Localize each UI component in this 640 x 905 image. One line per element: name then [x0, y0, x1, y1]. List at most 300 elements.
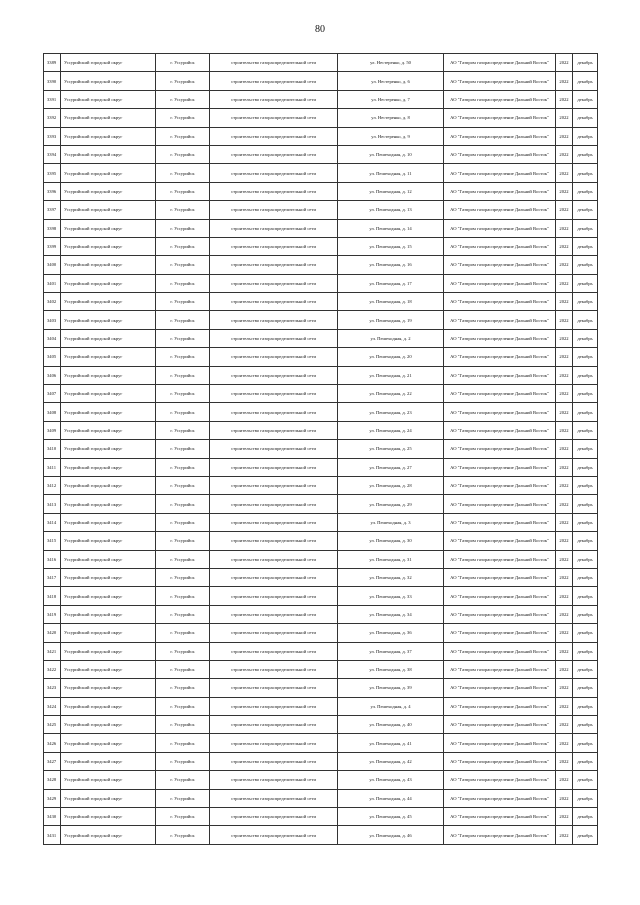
row-district: Уссурийский городской округ	[61, 421, 156, 439]
row-month: декабрь	[573, 716, 598, 734]
row-number: 3411	[44, 458, 61, 476]
row-district: Уссурийский городской округ	[61, 476, 156, 494]
row-district: Уссурийский городской округ	[61, 716, 156, 734]
row-work-type: строительство газораспределительной сети	[210, 164, 338, 182]
row-address: ул. Пешеходная, д. 2	[338, 329, 444, 347]
row-organization: АО "Газпром газораспределение Дальний Восток"	[444, 495, 556, 513]
row-number: 3392	[44, 109, 61, 127]
registry-table	[43, 53, 598, 845]
row-year: 2022	[556, 109, 573, 127]
row-address: ул. Нестеренко, д. 9	[338, 127, 444, 145]
row-city: г. Уссурийск	[156, 458, 210, 476]
row-district: Уссурийский городской округ	[61, 568, 156, 586]
row-work-type: строительство газораспределительной сети	[210, 532, 338, 550]
row-city: г. Уссурийск	[156, 550, 210, 568]
row-city: г. Уссурийск	[156, 348, 210, 366]
row-month: декабрь	[573, 789, 598, 807]
table-row	[44, 532, 598, 550]
row-organization: АО "Газпром газораспределение Дальний Восток"	[444, 660, 556, 678]
row-organization: АО "Газпром газораспределение Дальний Восток"	[444, 550, 556, 568]
row-district: Уссурийский городской округ	[61, 109, 156, 127]
row-work-type: строительство газораспределительной сети	[210, 458, 338, 476]
table-row	[44, 256, 598, 274]
row-organization: АО "Газпром газораспределение Дальний Восток"	[444, 256, 556, 274]
row-organization: АО "Газпром газораспределение Дальний Восток"	[444, 237, 556, 255]
row-address: ул. Пешеходная, д. 19	[338, 311, 444, 329]
row-address: ул. Пешеходная, д. 38	[338, 660, 444, 678]
row-number: 3404	[44, 329, 61, 347]
table-row	[44, 274, 598, 292]
table-row	[44, 697, 598, 715]
row-city: г. Уссурийск	[156, 72, 210, 90]
row-number: 3405	[44, 348, 61, 366]
row-district: Уссурийский городской округ	[61, 329, 156, 347]
row-work-type: строительство газораспределительной сети	[210, 421, 338, 439]
row-district: Уссурийский городской округ	[61, 679, 156, 697]
row-work-type: строительство газораспределительной сети	[210, 642, 338, 660]
table-row	[44, 716, 598, 734]
row-address: ул. Пешеходная, д. 17	[338, 274, 444, 292]
row-address: ул. Пешеходная, д. 14	[338, 219, 444, 237]
row-organization: АО "Газпром газораспределение Дальний Восток"	[444, 440, 556, 458]
row-address: ул. Пешеходная, д. 30	[338, 532, 444, 550]
row-month: декабрь	[573, 274, 598, 292]
row-city: г. Уссурийск	[156, 311, 210, 329]
row-city: г. Уссурийск	[156, 752, 210, 770]
row-address: ул. Пешеходная, д. 31	[338, 550, 444, 568]
row-month: декабрь	[573, 127, 598, 145]
row-city: г. Уссурийск	[156, 293, 210, 311]
row-year: 2022	[556, 274, 573, 292]
row-district: Уссурийский городской округ	[61, 182, 156, 200]
row-work-type: строительство газораспределительной сети	[210, 348, 338, 366]
row-organization: АО "Газпром газораспределение Дальний Восток"	[444, 716, 556, 734]
row-number: 3395	[44, 164, 61, 182]
row-work-type: строительство газораспределительной сети	[210, 403, 338, 421]
row-number: 3420	[44, 624, 61, 642]
row-address: ул. Пешеходная, д. 39	[338, 679, 444, 697]
row-month: декабрь	[573, 366, 598, 384]
table-row	[44, 476, 598, 494]
table-row	[44, 826, 598, 844]
row-district: Уссурийский городской округ	[61, 293, 156, 311]
row-work-type: строительство газораспределительной сети	[210, 568, 338, 586]
row-month: декабрь	[573, 329, 598, 347]
row-city: г. Уссурийск	[156, 164, 210, 182]
row-address: ул. Пешеходная, д. 18	[338, 293, 444, 311]
row-number: 3413	[44, 495, 61, 513]
row-organization: АО "Газпром газораспределение Дальний Восток"	[444, 403, 556, 421]
row-year: 2022	[556, 532, 573, 550]
row-work-type: строительство газораспределительной сети	[210, 734, 338, 752]
row-number: 3412	[44, 476, 61, 494]
row-year: 2022	[556, 145, 573, 163]
row-month: декабрь	[573, 458, 598, 476]
row-district: Уссурийский городской округ	[61, 90, 156, 108]
row-work-type: строительство газораспределительной сети	[210, 385, 338, 403]
row-month: декабрь	[573, 311, 598, 329]
row-month: декабрь	[573, 642, 598, 660]
row-address: ул. Пешеходная, д. 43	[338, 771, 444, 789]
table-row	[44, 605, 598, 623]
row-month: декабрь	[573, 697, 598, 715]
row-district: Уссурийский городской округ	[61, 605, 156, 623]
row-year: 2022	[556, 568, 573, 586]
row-organization: АО "Газпром газораспределение Дальний Восток"	[444, 293, 556, 311]
row-number: 3431	[44, 826, 61, 844]
table-row	[44, 237, 598, 255]
row-work-type: строительство газораспределительной сети	[210, 605, 338, 623]
table-row	[44, 219, 598, 237]
row-address: ул. Пешеходная, д. 28	[338, 476, 444, 494]
row-month: декабрь	[573, 72, 598, 90]
row-address: ул. Пешеходная, д. 23	[338, 403, 444, 421]
row-organization: АО "Газпром газораспределение Дальний Восток"	[444, 219, 556, 237]
row-work-type: строительство газораспределительной сети	[210, 109, 338, 127]
row-work-type: строительство газораспределительной сети	[210, 219, 338, 237]
table-row	[44, 808, 598, 826]
row-number: 3399	[44, 237, 61, 255]
table-row	[44, 164, 598, 182]
row-organization: АО "Газпром газораспределение Дальний Восток"	[444, 311, 556, 329]
row-number: 3406	[44, 366, 61, 384]
row-month: декабрь	[573, 550, 598, 568]
row-work-type: строительство газораспределительной сети	[210, 274, 338, 292]
row-year: 2022	[556, 440, 573, 458]
row-number: 3417	[44, 568, 61, 586]
row-district: Уссурийский городской округ	[61, 366, 156, 384]
row-month: декабрь	[573, 752, 598, 770]
table-row	[44, 734, 598, 752]
row-number: 3409	[44, 421, 61, 439]
row-year: 2022	[556, 366, 573, 384]
row-year: 2022	[556, 403, 573, 421]
row-work-type: строительство газораспределительной сети	[210, 145, 338, 163]
row-month: декабрь	[573, 237, 598, 255]
row-month: декабрь	[573, 771, 598, 789]
row-work-type: строительство газораспределительной сети	[210, 495, 338, 513]
row-number: 3421	[44, 642, 61, 660]
table-row	[44, 568, 598, 586]
row-year: 2022	[556, 716, 573, 734]
row-year: 2022	[556, 90, 573, 108]
row-city: г. Уссурийск	[156, 660, 210, 678]
row-month: декабрь	[573, 293, 598, 311]
row-year: 2022	[556, 513, 573, 531]
row-city: г. Уссурийск	[156, 440, 210, 458]
row-year: 2022	[556, 201, 573, 219]
row-city: г. Уссурийск	[156, 587, 210, 605]
row-district: Уссурийский городской округ	[61, 127, 156, 145]
row-month: декабрь	[573, 660, 598, 678]
row-address: ул. Нестеренко, д. 6	[338, 72, 444, 90]
row-district: Уссурийский городской округ	[61, 660, 156, 678]
row-month: декабрь	[573, 219, 598, 237]
row-organization: АО "Газпром газораспределение Дальний Восток"	[444, 329, 556, 347]
row-year: 2022	[556, 679, 573, 697]
row-year: 2022	[556, 771, 573, 789]
row-work-type: строительство газораспределительной сети	[210, 826, 338, 844]
row-month: декабрь	[573, 495, 598, 513]
row-work-type: строительство газораспределительной сети	[210, 513, 338, 531]
row-month: декабрь	[573, 513, 598, 531]
table-row	[44, 201, 598, 219]
row-district: Уссурийский городской округ	[61, 642, 156, 660]
row-organization: АО "Газпром газораспределение Дальний Восток"	[444, 697, 556, 715]
row-month: декабрь	[573, 403, 598, 421]
row-district: Уссурийский городской округ	[61, 72, 156, 90]
row-year: 2022	[556, 605, 573, 623]
table-row	[44, 752, 598, 770]
row-month: декабрь	[573, 679, 598, 697]
row-organization: АО "Газпром газораспределение Дальний Восток"	[444, 385, 556, 403]
row-district: Уссурийский городской округ	[61, 697, 156, 715]
row-address: ул. Пешеходная, д. 22	[338, 385, 444, 403]
table-row	[44, 311, 598, 329]
row-year: 2022	[556, 256, 573, 274]
row-organization: АО "Газпром газораспределение Дальний Восток"	[444, 568, 556, 586]
row-number: 3426	[44, 734, 61, 752]
row-organization: АО "Газпром газораспределение Дальний Восток"	[444, 808, 556, 826]
row-organization: АО "Газпром газораспределение Дальний Восток"	[444, 366, 556, 384]
table-row	[44, 366, 598, 384]
row-district: Уссурийский городской округ	[61, 789, 156, 807]
row-number: 3408	[44, 403, 61, 421]
table-row	[44, 385, 598, 403]
row-number: 3402	[44, 293, 61, 311]
row-district: Уссурийский городской округ	[61, 348, 156, 366]
row-organization: АО "Газпром газораспределение Дальний Восток"	[444, 789, 556, 807]
row-city: г. Уссурийск	[156, 403, 210, 421]
row-address: ул. Пешеходная, д. 34	[338, 605, 444, 623]
row-city: г. Уссурийск	[156, 219, 210, 237]
row-year: 2022	[556, 54, 573, 72]
row-work-type: строительство газораспределительной сети	[210, 90, 338, 108]
table-row	[44, 495, 598, 513]
row-work-type: строительство газораспределительной сети	[210, 550, 338, 568]
row-organization: АО "Газпром газораспределение Дальний Восток"	[444, 348, 556, 366]
row-work-type: строительство газораспределительной сети	[210, 311, 338, 329]
table-row	[44, 421, 598, 439]
row-work-type: строительство газораспределительной сети	[210, 752, 338, 770]
row-number: 3427	[44, 752, 61, 770]
row-month: декабрь	[573, 587, 598, 605]
table-row	[44, 789, 598, 807]
row-year: 2022	[556, 329, 573, 347]
row-city: г. Уссурийск	[156, 274, 210, 292]
row-work-type: строительство газораспределительной сети	[210, 54, 338, 72]
row-work-type: строительство газораспределительной сети	[210, 237, 338, 255]
row-organization: АО "Газпром газораспределение Дальний Восток"	[444, 642, 556, 660]
row-organization: АО "Газпром газораспределение Дальний Восток"	[444, 624, 556, 642]
row-number: 3407	[44, 385, 61, 403]
row-month: декабрь	[573, 385, 598, 403]
row-city: г. Уссурийск	[156, 54, 210, 72]
row-year: 2022	[556, 752, 573, 770]
row-year: 2022	[556, 734, 573, 752]
row-organization: АО "Газпром газораспределение Дальний Восток"	[444, 458, 556, 476]
row-organization: АО "Газпром газораспределение Дальний Восток"	[444, 54, 556, 72]
table-row	[44, 329, 598, 347]
row-number: 3393	[44, 127, 61, 145]
row-organization: АО "Газпром газораспределение Дальний Восток"	[444, 587, 556, 605]
table-row	[44, 90, 598, 108]
row-work-type: строительство газораспределительной сети	[210, 660, 338, 678]
row-year: 2022	[556, 826, 573, 844]
row-organization: АО "Газпром газораспределение Дальний Восток"	[444, 182, 556, 200]
row-district: Уссурийский городской округ	[61, 808, 156, 826]
row-address: ул. Пешеходная, д. 25	[338, 440, 444, 458]
row-address: ул. Пешеходная, д. 29	[338, 495, 444, 513]
row-work-type: строительство газораспределительной сети	[210, 476, 338, 494]
row-month: декабрь	[573, 808, 598, 826]
row-year: 2022	[556, 311, 573, 329]
row-organization: АО "Газпром газораспределение Дальний Восток"	[444, 164, 556, 182]
row-district: Уссурийский городской округ	[61, 532, 156, 550]
row-city: г. Уссурийск	[156, 642, 210, 660]
table-row	[44, 54, 598, 72]
row-year: 2022	[556, 808, 573, 826]
row-number: 3401	[44, 274, 61, 292]
row-work-type: строительство газораспределительной сети	[210, 293, 338, 311]
row-address: ул. Нестеренко, д. 7	[338, 90, 444, 108]
row-month: декабрь	[573, 624, 598, 642]
row-district: Уссурийский городской округ	[61, 385, 156, 403]
row-address: ул. Пешеходная, д. 13	[338, 201, 444, 219]
table-row	[44, 348, 598, 366]
row-district: Уссурийский городской округ	[61, 752, 156, 770]
row-number: 3428	[44, 771, 61, 789]
row-district: Уссурийский городской округ	[61, 164, 156, 182]
row-year: 2022	[556, 237, 573, 255]
row-address: ул. Пешеходная, д. 4	[338, 697, 444, 715]
table-row	[44, 679, 598, 697]
row-district: Уссурийский городской округ	[61, 458, 156, 476]
row-district: Уссурийский городской округ	[61, 826, 156, 844]
row-number: 3415	[44, 532, 61, 550]
row-month: декабрь	[573, 440, 598, 458]
table-row	[44, 660, 598, 678]
row-district: Уссурийский городской округ	[61, 513, 156, 531]
row-number: 3390	[44, 72, 61, 90]
table-row	[44, 550, 598, 568]
row-month: декабрь	[573, 164, 598, 182]
table-row	[44, 513, 598, 531]
row-district: Уссурийский городской округ	[61, 734, 156, 752]
row-work-type: строительство газораспределительной сети	[210, 587, 338, 605]
row-year: 2022	[556, 348, 573, 366]
row-number: 3418	[44, 587, 61, 605]
row-organization: АО "Газпром газораспределение Дальний Восток"	[444, 532, 556, 550]
row-number: 3397	[44, 201, 61, 219]
row-year: 2022	[556, 421, 573, 439]
row-district: Уссурийский городской округ	[61, 274, 156, 292]
row-organization: АО "Газпром газораспределение Дальний Восток"	[444, 771, 556, 789]
row-city: г. Уссурийск	[156, 513, 210, 531]
row-work-type: строительство газораспределительной сети	[210, 440, 338, 458]
row-number: 3396	[44, 182, 61, 200]
row-city: г. Уссурийск	[156, 201, 210, 219]
row-year: 2022	[556, 587, 573, 605]
row-number: 3410	[44, 440, 61, 458]
row-address: ул. Пешеходная, д. 32	[338, 568, 444, 586]
row-city: г. Уссурийск	[156, 237, 210, 255]
row-address: ул. Пешеходная, д. 46	[338, 826, 444, 844]
row-month: декабрь	[573, 826, 598, 844]
row-month: декабрь	[573, 605, 598, 623]
row-month: декабрь	[573, 145, 598, 163]
row-number: 3425	[44, 716, 61, 734]
row-organization: АО "Газпром газораспределение Дальний Восток"	[444, 605, 556, 623]
row-address: ул. Нестеренко, д. 8	[338, 109, 444, 127]
row-district: Уссурийский городской округ	[61, 256, 156, 274]
row-month: декабрь	[573, 348, 598, 366]
row-organization: АО "Газпром газораспределение Дальний Восток"	[444, 826, 556, 844]
row-year: 2022	[556, 293, 573, 311]
table-row	[44, 72, 598, 90]
row-number: 3419	[44, 605, 61, 623]
row-organization: АО "Газпром газораспределение Дальний Восток"	[444, 476, 556, 494]
row-number: 3424	[44, 697, 61, 715]
row-year: 2022	[556, 495, 573, 513]
row-number: 3430	[44, 808, 61, 826]
row-year: 2022	[556, 182, 573, 200]
row-city: г. Уссурийск	[156, 697, 210, 715]
row-organization: АО "Газпром газораспределение Дальний Восток"	[444, 109, 556, 127]
row-work-type: строительство газораспределительной сети	[210, 808, 338, 826]
row-city: г. Уссурийск	[156, 145, 210, 163]
row-district: Уссурийский городской округ	[61, 311, 156, 329]
row-number: 3423	[44, 679, 61, 697]
row-work-type: строительство газораспределительной сети	[210, 329, 338, 347]
row-city: г. Уссурийск	[156, 127, 210, 145]
row-year: 2022	[556, 789, 573, 807]
row-address: ул. Пешеходная, д. 24	[338, 421, 444, 439]
row-work-type: строительство газораспределительной сети	[210, 127, 338, 145]
row-city: г. Уссурийск	[156, 90, 210, 108]
row-city: г. Уссурийск	[156, 182, 210, 200]
row-address: ул. Пешеходная, д. 20	[338, 348, 444, 366]
row-number: 3389	[44, 54, 61, 72]
row-month: декабрь	[573, 54, 598, 72]
row-city: г. Уссурийск	[156, 532, 210, 550]
table-row	[44, 145, 598, 163]
table-row	[44, 293, 598, 311]
table-row	[44, 771, 598, 789]
table-row	[44, 403, 598, 421]
row-organization: АО "Газпром газораспределение Дальний Восток"	[444, 72, 556, 90]
row-year: 2022	[556, 72, 573, 90]
row-month: декабрь	[573, 182, 598, 200]
row-work-type: строительство газораспределительной сети	[210, 256, 338, 274]
row-address: ул. Нестеренко, д. 50	[338, 54, 444, 72]
row-year: 2022	[556, 164, 573, 182]
row-work-type: строительство газораспределительной сети	[210, 789, 338, 807]
row-district: Уссурийский городской округ	[61, 219, 156, 237]
row-year: 2022	[556, 660, 573, 678]
row-city: г. Уссурийск	[156, 385, 210, 403]
row-year: 2022	[556, 458, 573, 476]
row-year: 2022	[556, 127, 573, 145]
row-address: ул. Пешеходная, д. 45	[338, 808, 444, 826]
table-row	[44, 182, 598, 200]
row-address: ул. Пешеходная, д. 41	[338, 734, 444, 752]
row-address: ул. Пешеходная, д. 10	[338, 145, 444, 163]
row-city: г. Уссурийск	[156, 476, 210, 494]
row-district: Уссурийский городской округ	[61, 145, 156, 163]
row-number: 3414	[44, 513, 61, 531]
row-year: 2022	[556, 550, 573, 568]
